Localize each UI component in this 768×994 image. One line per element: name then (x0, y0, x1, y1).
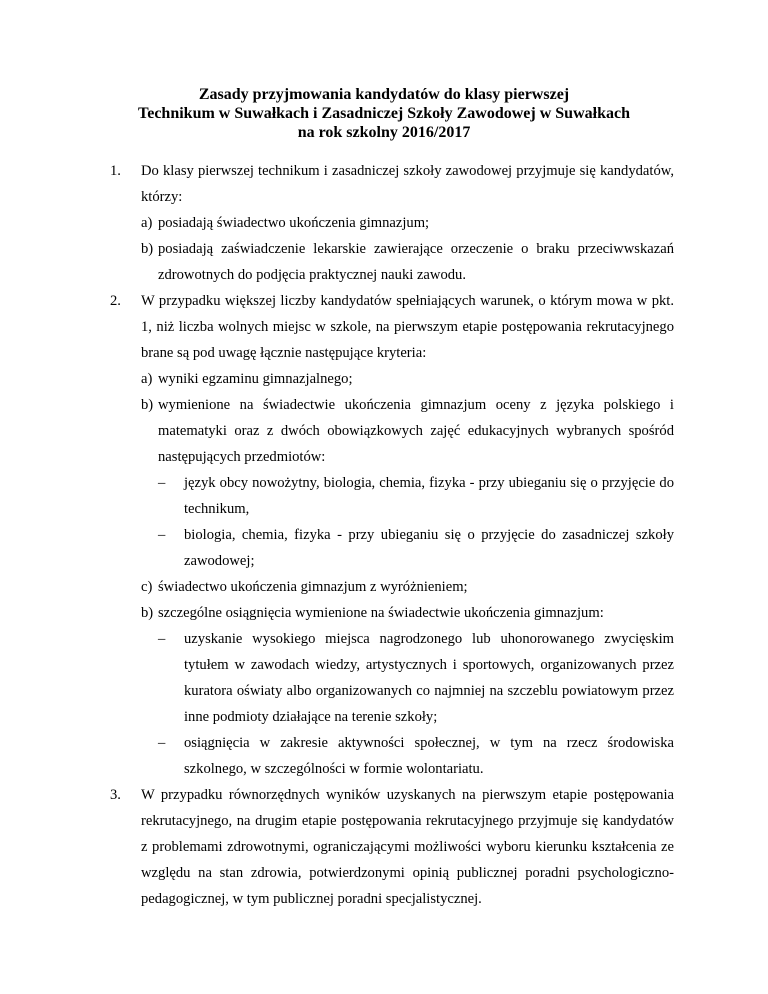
dash-item (106, 470, 674, 522)
dash-item (106, 626, 674, 730)
sub-item-text: szczególne osiągnięcia wymienione na świadectwie ukończenia gimnazjum: (158, 605, 604, 621)
document-body (106, 158, 674, 912)
document-title (0, 85, 768, 142)
sub-item-label: a) (141, 215, 153, 231)
dash-item-text: biologia, chemia, fizyka - przy ubieganiu się o przyjęcie do zasadniczej szkoły zawodowej; (184, 527, 674, 569)
dash-item-text: osiągnięcia w zakresie aktywności społecznej, w tym na rzecz środowiska szkolnego, w szczególności w formie wolontariatu. (184, 735, 674, 777)
sub-item (106, 366, 674, 392)
dash-item (106, 522, 674, 574)
sub-item (106, 236, 674, 288)
dash-item-text: język obcy nowożytny, biologia, chemia, fizyka - przy ubieganiu się o przyjęcie do technikum, (184, 475, 674, 517)
list-item-1 (106, 158, 674, 210)
item-number: 1. (110, 163, 121, 179)
sub-item-text: świadectwo ukończenia gimnazjum z wyróżnieniem; (158, 579, 468, 595)
sub-item-text: posiadają świadectwo ukończenia gimnazjum; (158, 215, 430, 231)
item-text: W przypadku większej liczby kandydatów spełniających warunek, o którym mowa w pkt. 1, niż liczba wolnych miejsc w szkole, na pierwszym etapie postępowania rekrutacyjnego brane są pod uwagę łącznie następujące kryteria: (141, 293, 674, 361)
dash-bullet: – (158, 527, 166, 543)
sub-item-label: b) (141, 397, 154, 413)
title-line-1: Zasady przyjmowania kandydatów do klasy pierwszej (198, 86, 570, 103)
title-line-3: na rok szkolny 2016/2017 (297, 124, 471, 141)
list-item-3 (106, 782, 674, 912)
sub-item-text: wymienione na świadectwie ukończenia gimnazjum oceny z języka polskiego i matematyki oraz z dwóch obowiązkowych zajęć edukacyjnych wybranych spośród następujących przedmiotów: (158, 397, 674, 465)
sub-item (106, 600, 674, 626)
item-number: 3. (110, 787, 121, 803)
sub-item-label: b) (141, 241, 154, 257)
sub-item (106, 210, 674, 236)
item-number: 2. (110, 293, 121, 309)
list-item-2 (106, 288, 674, 366)
item-text: W przypadku równorzędnych wyników uzyskanych na pierwszym etapie postępowania rekrutacyjnego, na drugim etapie postępowania rekrutacyjnego przyjmuje się kandydatów z problemami zdrowotnymi, ograniczającymi możliwości wyboru kierunku kształcenia ze względu na stan zdrowia, potwierdzonymi opinią publicznej poradni psychologiczno-pedagogicznej, w tym publicznej poradni specjalistycznej. (141, 787, 674, 907)
sub-item (106, 392, 674, 470)
dash-bullet: – (158, 631, 166, 647)
dash-bullet: – (158, 475, 166, 491)
sub-item-label: c) (141, 579, 153, 595)
dash-bullet: – (158, 735, 166, 751)
title-line-2: Technikum w Suwałkach i Zasadniczej Szkoły Zawodowej w Suwałkach (138, 105, 630, 122)
sub-item-text: posiadają zaświadczenie lekarskie zawierające orzeczenie o braku przeciwwskazań zdrowotnych do podjęcia praktycznej nauki zawodu. (158, 241, 674, 283)
sub-item-text: wyniki egzaminu gimnazjalnego; (158, 371, 353, 387)
sub-item (106, 574, 674, 600)
sub-item-label: a) (141, 371, 153, 387)
dash-item-text: uzyskanie wysokiego miejsca nagrodzonego lub uhonorowanego zwycięskim tytułem w zawodach wiedzy, artystycznych i sportowych, organizowanych przez kuratora oświaty albo organizowanych co najmniej na szczeblu powiatowym przez inne podmioty działające na terenie szkoły; (184, 631, 674, 725)
sub-item-label: b) (141, 605, 154, 621)
dash-item (106, 730, 674, 782)
item-text: Do klasy pierwszej technikum i zasadniczej szkoły zawodowej przyjmuje się kandydatów, którzy: (141, 163, 674, 205)
